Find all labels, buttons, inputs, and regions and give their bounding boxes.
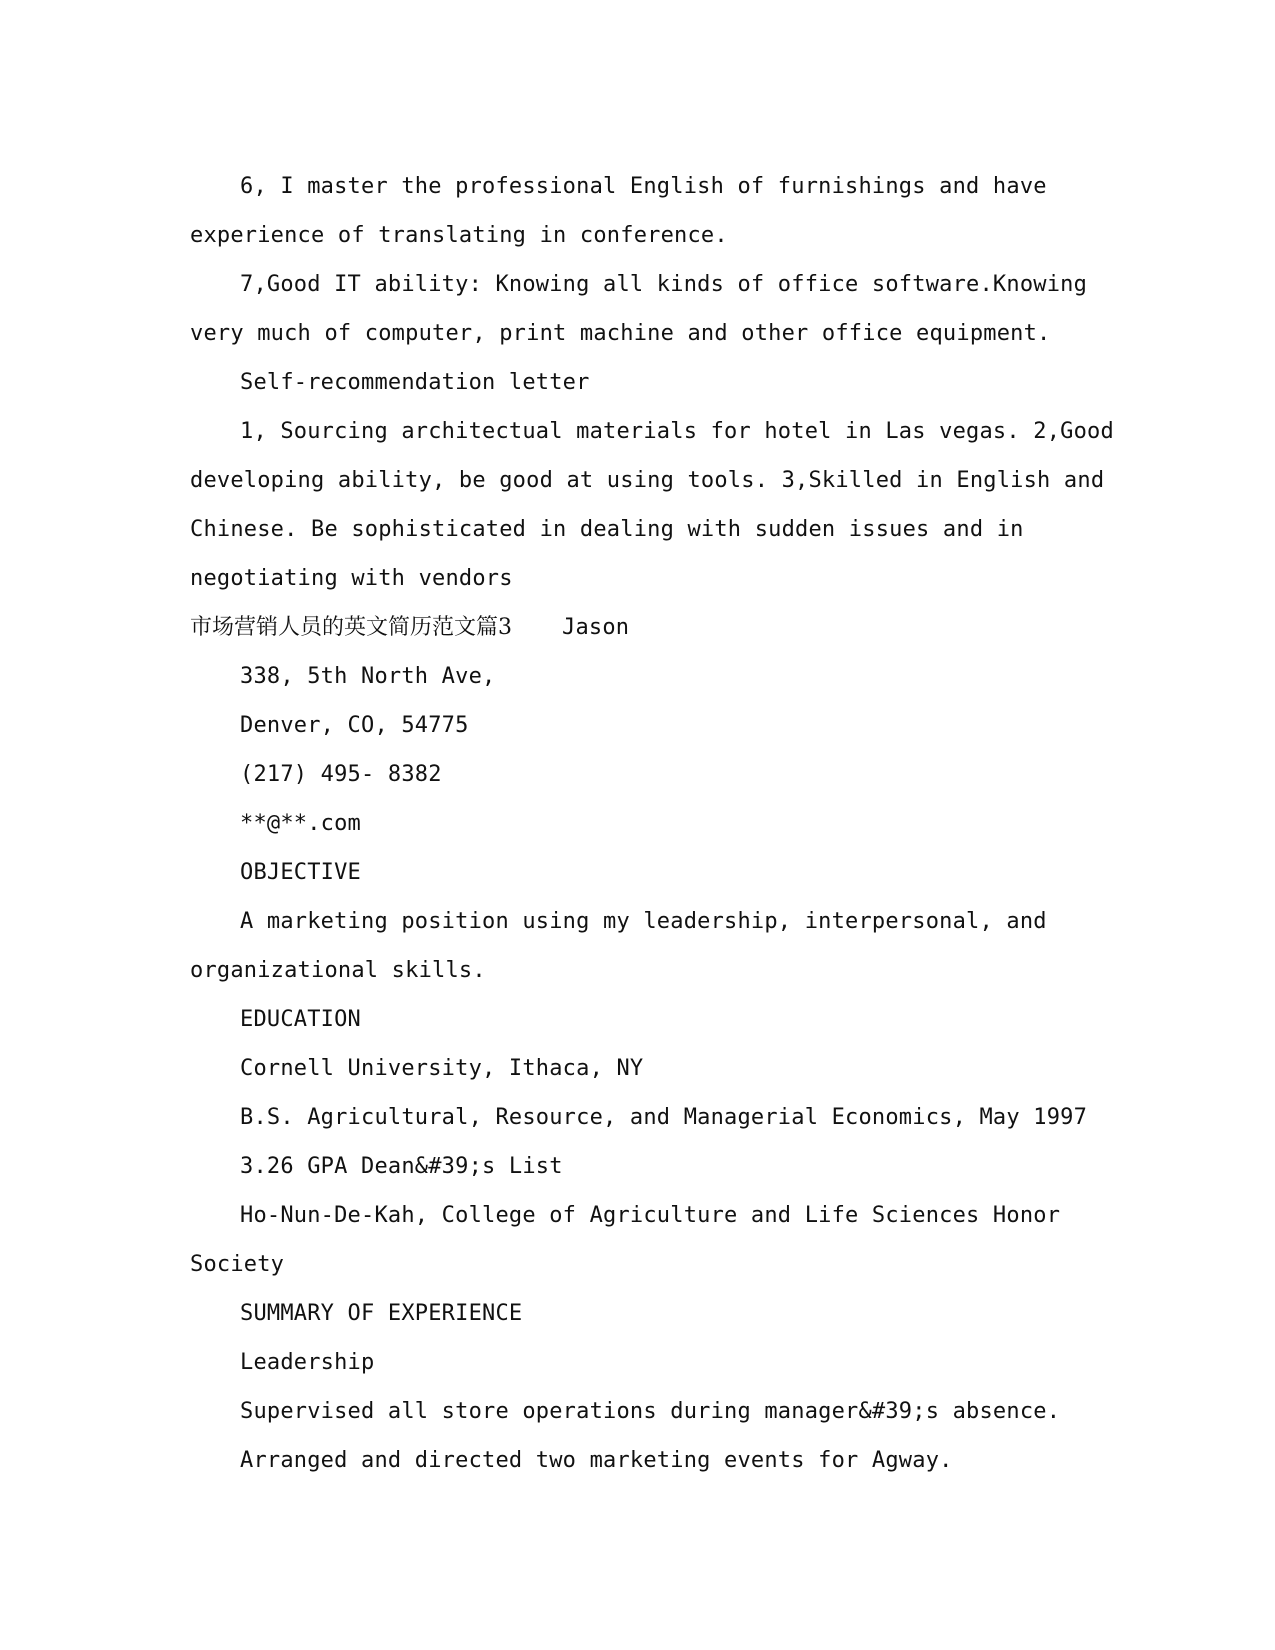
text-line: organizational skills. bbox=[190, 958, 486, 983]
section-heading bbox=[190, 603, 1070, 652]
text-line: Chinese. Be sophisticated in dealing with sudden issues and in bbox=[190, 517, 1024, 542]
degree: B.S. Agricultural, Resource, and Managerial Economics, May 1997 bbox=[240, 1105, 1088, 1130]
contact-block bbox=[190, 652, 1070, 848]
list-item: Supervised all store operations during manager&#39;s absence. bbox=[240, 1399, 1061, 1424]
objective-label: OBJECTIVE bbox=[240, 860, 362, 885]
address-line-1: 338, 5th North Ave, bbox=[240, 664, 496, 689]
school: Cornell University, Ithaca, NY bbox=[240, 1056, 644, 1081]
text-line: Society bbox=[190, 1252, 285, 1277]
paragraph-item-7 bbox=[190, 260, 1088, 358]
text-line: A marketing position using my leadership, interpersonal, and bbox=[240, 909, 1047, 934]
text-line: 7,Good IT ability: Knowing all kinds of office software.Knowing bbox=[240, 272, 1088, 297]
list-item: Arranged and directed two marketing events for Agway. bbox=[240, 1448, 953, 1473]
gpa: 3.26 GPA Dean&#39;s List bbox=[240, 1154, 563, 1179]
document-body bbox=[190, 162, 1114, 1485]
leadership-label: Leadership bbox=[240, 1350, 375, 1375]
experience-section bbox=[190, 1289, 1070, 1485]
resume-name: Jason bbox=[562, 615, 630, 640]
email: **@**.com bbox=[240, 811, 362, 836]
address-line-2: Denver, CO, 54775 bbox=[240, 713, 469, 738]
paragraph-self-recommendation bbox=[190, 407, 1114, 603]
text-line: 1, Sourcing architectual materials for hotel in Las vegas. 2,Good bbox=[240, 419, 1114, 444]
text-line: Self-recommendation letter bbox=[240, 370, 590, 395]
text-line: Ho-Nun-De-Kah, College of Agriculture and Life Sciences Honor bbox=[240, 1203, 1061, 1228]
education-section bbox=[190, 995, 1088, 1289]
education-label: EDUCATION bbox=[240, 1007, 362, 1032]
text-line: negotiating with vendors bbox=[190, 566, 513, 591]
text-line: 6, I master the professional English of furnishings and have bbox=[240, 174, 1047, 199]
text-line: experience of translating in conference. bbox=[190, 223, 728, 248]
self-recommendation-title bbox=[190, 358, 1070, 407]
paragraph-item-6 bbox=[190, 162, 1070, 260]
text-line: very much of computer, print machine and other office equipment. bbox=[190, 321, 1051, 346]
section-heading-title: 市场营销人员的英文简历范文篇3 bbox=[190, 615, 512, 640]
phone: (217) 495- 8382 bbox=[240, 762, 442, 787]
text-line: developing ability, be good at using tools. 3,Skilled in English and bbox=[190, 468, 1105, 493]
objective-section bbox=[190, 848, 1070, 995]
summary-label: SUMMARY OF EXPERIENCE bbox=[240, 1301, 523, 1326]
